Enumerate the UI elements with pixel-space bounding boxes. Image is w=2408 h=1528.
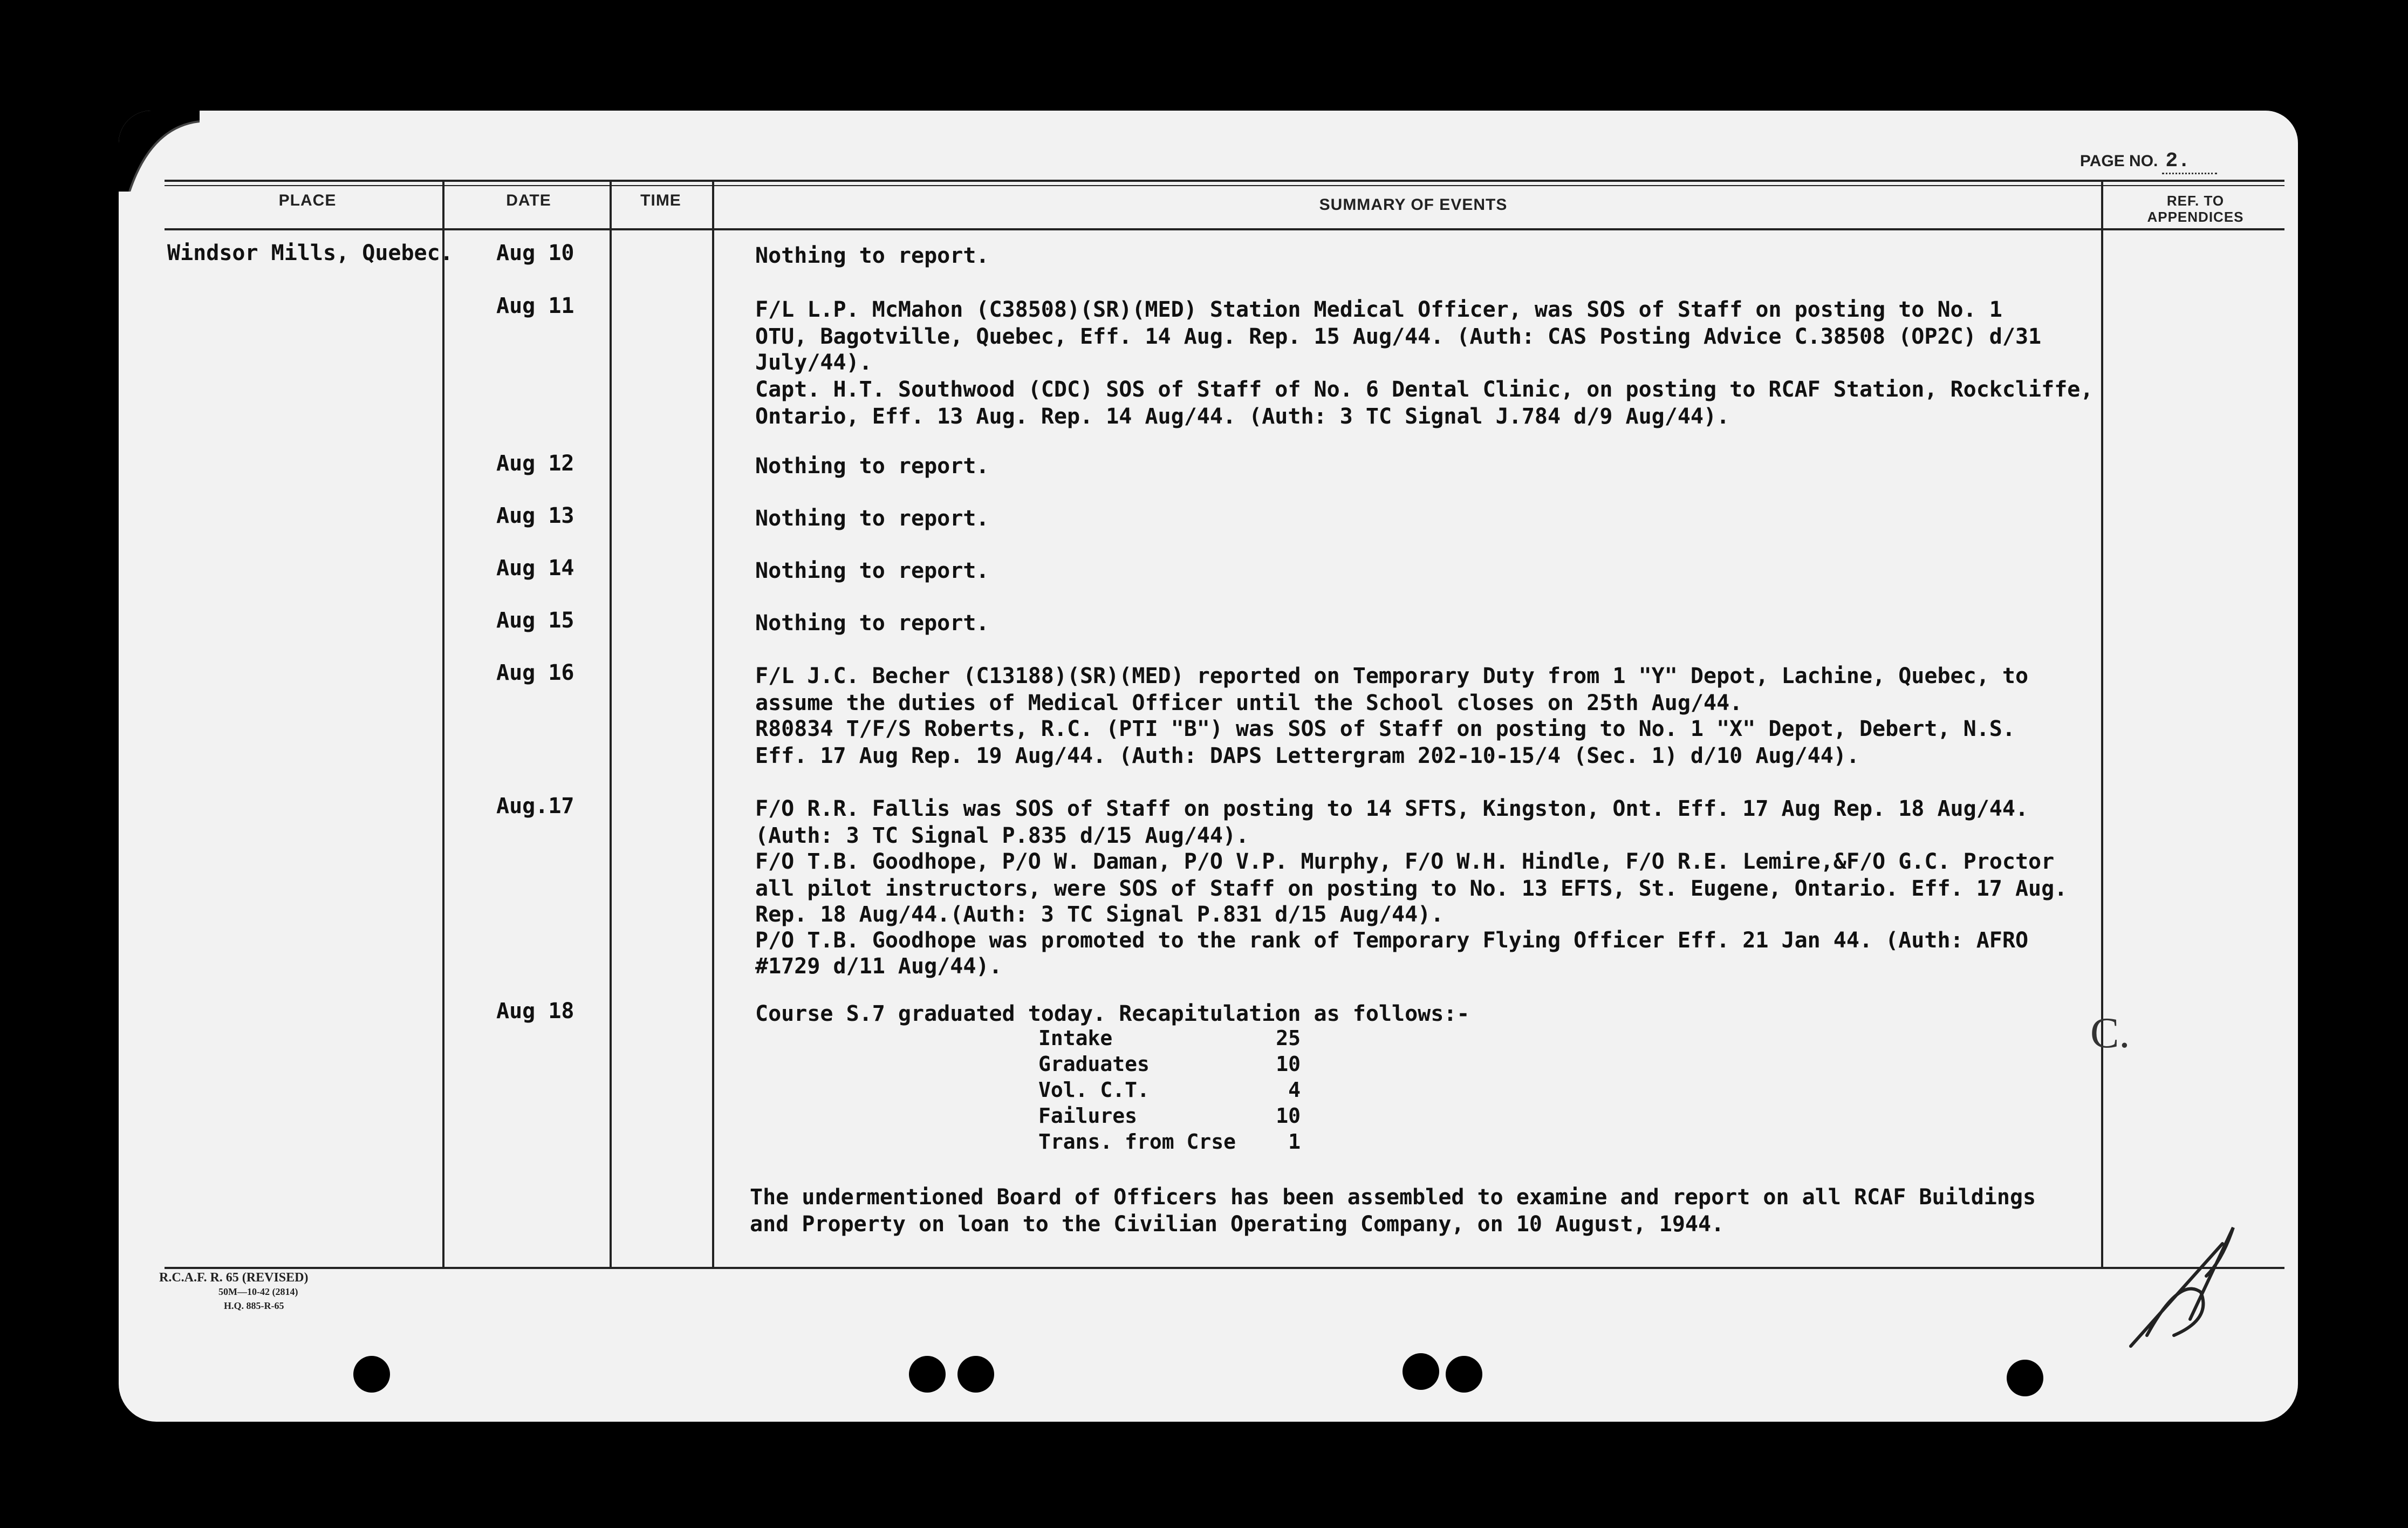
event-line: Nothing to report. (755, 506, 989, 531)
date-aug-11: Aug 11 (496, 294, 574, 318)
date-aug-12: Aug 12 (496, 451, 574, 476)
event-line: (Auth: 3 TC Signal P.835 d/15 Aug/44). (755, 823, 1249, 848)
header-top-rule-2 (165, 185, 2284, 186)
date-aug-15: Aug 15 (496, 608, 574, 633)
date-aug-16: Aug 16 (496, 660, 574, 685)
footer-rule (165, 1267, 2284, 1269)
event-line: F/O R.R. Fallis was SOS of Staff on posting to 14 SFTS, Kingston, Ont. Eff. 17 Aug Rep. 18 Aug/44. (755, 796, 2029, 821)
header-time: TIME (640, 192, 681, 209)
event-line: Rep. 18 Aug/44.(Auth: 3 TC Signal P.831 d/15 Aug/44). (755, 902, 1444, 927)
form-identifier (159, 1271, 308, 1313)
event-line: Ontario, Eff. 13 Aug. Rep. 14 Aug/44. (Auth: 3 TC Signal J.784 d/9 Aug/44). (755, 404, 1730, 429)
recapitulation-table (1038, 1025, 1301, 1155)
recap-row (1038, 1025, 1301, 1051)
event-line: F/O T.B. Goodhope, P/O W. Daman, P/O V.P. Murphy, F/O W.H. Hindle, F/O R.E. Lemire,&F/O G.C. Proctor (755, 849, 2055, 874)
punch-hole (1403, 1353, 1439, 1390)
event-line: all pilot instructors, were SOS of Staff on posting to No. 13 EFTS, St. Eugene, Ontario. Eff. 17 Aug. (755, 876, 2068, 901)
recap-value: 4 (1288, 1078, 1301, 1102)
event-line: Nothing to report. (755, 558, 989, 583)
recap-label: Trans. from Crse (1038, 1130, 1236, 1154)
punch-hole (909, 1356, 946, 1393)
signature-mark (2115, 1211, 2249, 1373)
event-line: OTU, Bagotville, Quebec, Eff. 14 Aug. Rep. 15 Aug/44. (Auth: CAS Posting Advice C.38508 (OP2C) d/31 (755, 324, 2042, 349)
event-line: assume the duties of Medical Officer until the School closes on 25th Aug/44. (755, 691, 1743, 715)
date-aug-14: Aug 14 (496, 556, 574, 581)
recap-value: 1 (1288, 1130, 1301, 1154)
recap-label: Failures (1038, 1104, 1138, 1128)
event-line: Course S.7 graduated today. Recapitulation as follows:- (755, 1001, 1470, 1026)
date-aug-17: Aug.17 (496, 794, 574, 818)
date-aug-18: Aug 18 (496, 999, 574, 1024)
date-aug-13: Aug 13 (496, 503, 574, 528)
recap-row (1038, 1103, 1301, 1129)
recap-value: 10 (1276, 1052, 1301, 1076)
recap-row (1038, 1077, 1301, 1103)
recap-label: Graduates (1038, 1052, 1150, 1076)
col-divider-place (442, 181, 444, 1268)
closing-line: The undermentioned Board of Officers has been assembled to examine and report on all RCAF Buildings (750, 1185, 2036, 1210)
punch-hole (2007, 1360, 2043, 1396)
form-number: R.C.A.F. R. 65 (REVISED) (159, 1271, 309, 1285)
recap-row (1038, 1051, 1301, 1077)
punch-hole (1446, 1356, 1482, 1393)
closing-line: and Property on loan to the Civilian Operating Company, on 10 August, 1944. (750, 1212, 1725, 1237)
header-place: PLACE (278, 192, 337, 209)
event-line: July/44). (755, 350, 872, 375)
event-line: P/O T.B. Goodhope was promoted to the rank of Temporary Flying Officer Eff. 21 Jan 44. (Auth: AFRO (755, 928, 2029, 953)
event-line: Nothing to report. (755, 243, 989, 268)
event-line: F/L L.P. McMahon (C38508)(SR)(MED) Station Medical Officer, was SOS of Staff on posting to No. 1 (755, 297, 2002, 322)
punch-hole (353, 1356, 390, 1393)
place-name: Windsor Mills, Quebec. (167, 241, 453, 265)
punch-hole (957, 1356, 994, 1393)
document-card (119, 111, 2298, 1422)
event-line: Nothing to report. (755, 611, 989, 636)
col-divider-date (610, 181, 612, 1268)
date-aug-10: Aug 10 (496, 241, 574, 265)
event-line: Capt. H.T. Southwood (CDC) SOS of Staff of No. 6 Dental Clinic, on posting to RCAF Station, Rockcliffe, (755, 377, 2094, 402)
event-line: R80834 T/F/S Roberts, R.C. (PTI "B") was SOS of Staff on posting to No. 1 "X" Depot, Debert, N.S. (755, 717, 2015, 741)
recap-label: Vol. C.T. (1038, 1078, 1150, 1102)
recap-value: 25 (1276, 1026, 1301, 1050)
recap-label: Intake (1038, 1026, 1113, 1050)
page-number (2080, 149, 2217, 173)
page-number-value: 2. (2162, 149, 2217, 174)
col-divider-ref (2101, 181, 2103, 1268)
header-bottom-rule (165, 228, 2284, 230)
form-hq-code: H.Q. 885-R-65 (224, 1300, 284, 1311)
event-line: F/L J.C. Becher (C13188)(SR)(MED) reported on Temporary Duty from 1 "Y" Depot, Lachine, Quebec, to (755, 664, 2029, 688)
form-print-code: 50M—10-42 (2814) (218, 1286, 298, 1297)
header-date: DATE (506, 192, 551, 209)
header-top-rule (165, 180, 2284, 182)
header-summary: SUMMARY OF EVENTS (1319, 196, 1508, 214)
header-ref: REF. TO APPENDICES (2147, 193, 2244, 225)
margin-note: C. (2090, 1009, 2130, 1057)
recap-row (1038, 1129, 1301, 1155)
recap-value: 10 (1276, 1104, 1301, 1128)
event-line: Nothing to report. (755, 454, 989, 479)
col-divider-time (712, 181, 714, 1268)
event-line: #1729 d/11 Aug/44). (755, 954, 1002, 979)
page-number-label: PAGE NO. (2079, 152, 2158, 170)
event-line: Eff. 17 Aug Rep. 19 Aug/44. (Auth: DAPS Lettergram 202-10-15/4 (Sec. 1) d/10 Aug/44). (755, 743, 1859, 768)
